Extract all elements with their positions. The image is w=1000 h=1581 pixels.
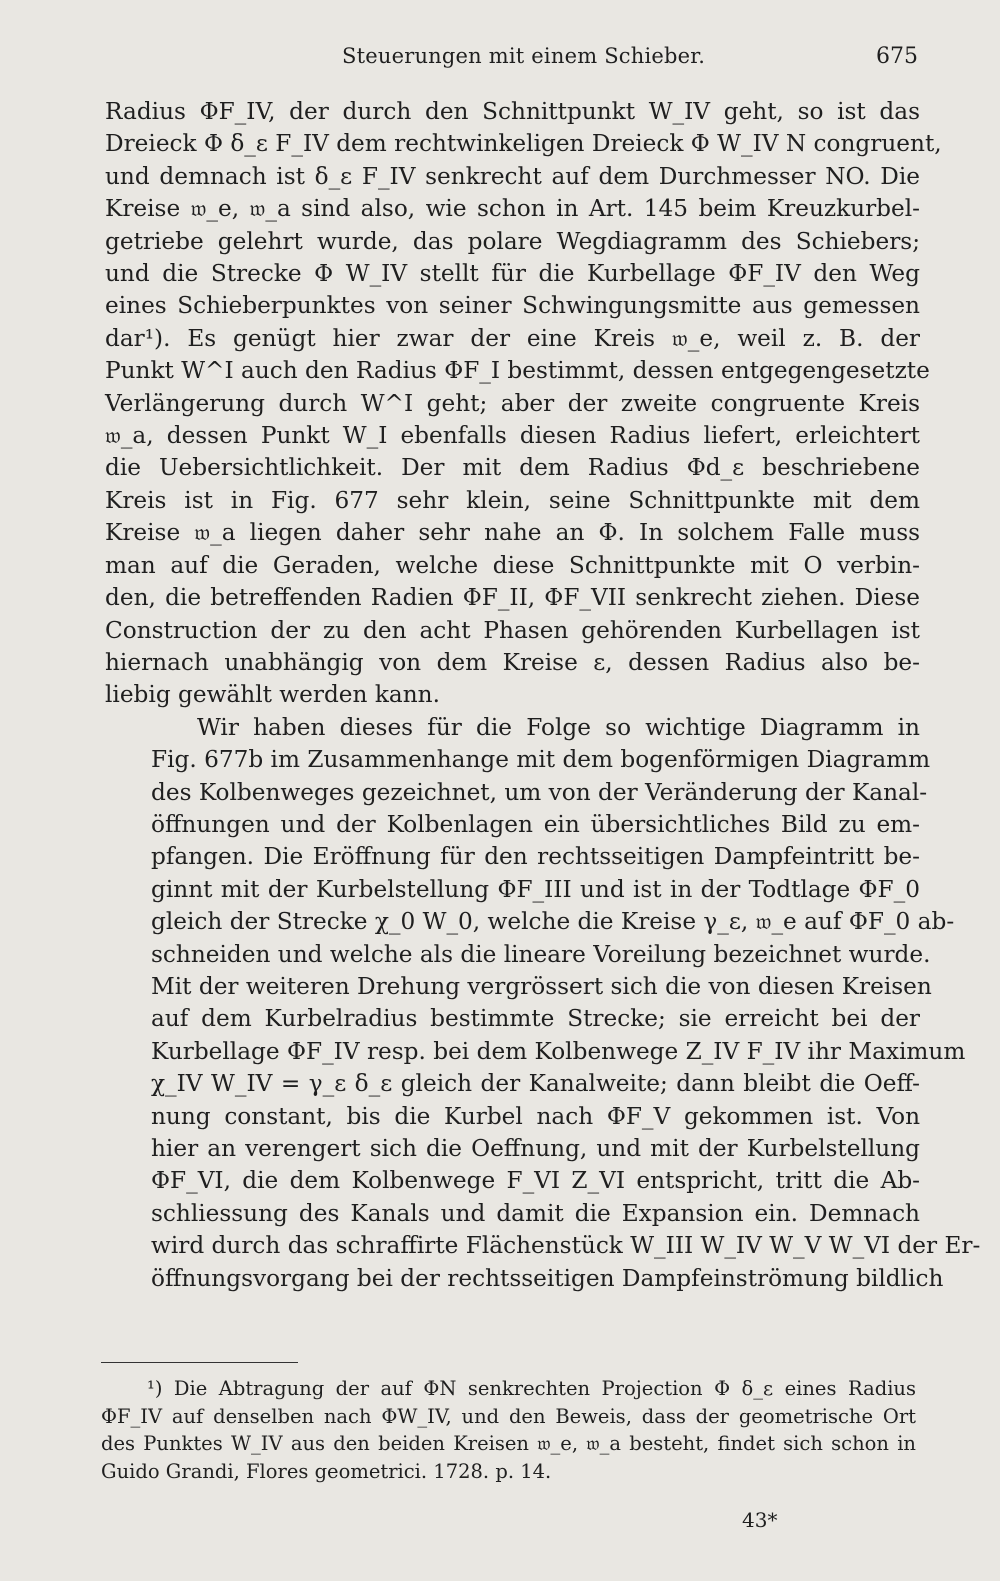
text-line: Wir haben dieses für die Folge so wichtige Diagramm in (197, 713, 920, 741)
text-line: liebig gewählt werden kann. (105, 681, 440, 709)
paragraph (105, 96, 942, 712)
text-line: ginnt mit der Kurbelstellung ΦF_III und ist in der Todtlage ΦF_0 (151, 875, 920, 903)
text-line: Mit der weiteren Drehung vergrössert sich die von diesen Kreisen (151, 972, 932, 1000)
text-line: Construction der zu den acht Phasen gehörenden Kurbellagen ist (105, 616, 920, 644)
text-line: Kreis ist in Fig. 677 sehr klein, seine Schnittpunkte mit dem (105, 486, 920, 514)
footnote (101, 1375, 916, 1485)
text-line: Verlängerung durch W^I geht; aber der zweite congruente Kreis (105, 389, 920, 417)
footnote-line: des Punktes W_IV aus den beiden Kreisen 𝔴_e, 𝔴_a besteht, findet sich schon in (101, 1432, 916, 1455)
text-line: den, die betreffenden Radien ΦF_II, ΦF_VII senkrecht ziehen. Diese (105, 584, 920, 612)
footnote-line: Guido Grandi, Flores geometrici. 1728. p. 14. (101, 1459, 552, 1483)
footnote-divider (101, 1362, 298, 1363)
text-line: auf dem Kurbelradius bestimmte Strecke; sie erreicht bei der (151, 1005, 920, 1033)
text-line: ΦF_VI, die dem Kolbenwege F_VI Z_VI entspricht, tritt die Ab- (151, 1167, 920, 1195)
text-line: hier an verengert sich die Oeffnung, und mit der Kurbelstellung (151, 1135, 920, 1162)
footnote-line: ΦF_IV auf denselben nach ΦW_IV, und den Beweis, dass der geometrische Ort (101, 1404, 916, 1428)
footnote-line: ¹) Die Abtragung der auf ΦN senkrechten Projection Φ δ_ε eines Radius (147, 1377, 916, 1400)
text-line: öffnungsvorgang bei der rechtsseitigen Dampfeinströmung bildlich (151, 1264, 944, 1292)
paragraph (105, 712, 981, 1295)
text-line: hiernach unabhängig von dem Kreise ε, dessen Radius also be- (105, 648, 920, 676)
text-line: Radius ΦF_IV, der durch den Schnittpunkt W_IV geht, so ist das (105, 98, 920, 125)
page-number: 675 (876, 44, 918, 69)
text-line: und die Strecke Φ W_IV stellt für die Kurbellage ΦF_IV den Weg (105, 260, 920, 288)
text-line: öffnungen und der Kolbenlagen ein übersichtliches Bild zu em- (151, 810, 920, 838)
signature-mark: 43* (742, 1508, 778, 1532)
text-line: gleich der Strecke χ_0 W_0, welche die Kreise γ_ε, 𝔴_e auf ΦF_0 ab- (151, 908, 955, 936)
body-text (105, 96, 981, 1295)
text-line: Dreieck Φ δ_ε F_IV dem rechtwinkeligen Dreieck Φ W_IV N congruent, (105, 130, 942, 158)
text-line: getriebe gelehrt wurde, das polare Wegdiagramm des Schiebers; (105, 227, 920, 255)
text-line: dar¹). Es genügt hier zwar der eine Kreis 𝔴_e, weil z. B. der (105, 324, 920, 352)
text-line: Fig. 677b im Zusammenhange mit dem bogenförmigen Diagramm (151, 746, 931, 774)
running-title: Steuerungen mit einem Schieber. (342, 44, 706, 68)
text-line: Kreise 𝔴_a liegen daher sehr nahe an Φ. In solchem Falle muss (105, 519, 920, 547)
text-line: Punkt W^I auch den Radius ΦF_I bestimmt, dessen entgegengesetzte (105, 357, 930, 385)
text-line: schneiden und welche als die lineare Voreilung bezeichnet wurde. (151, 940, 931, 968)
text-line: des Kolbenweges gezeichnet, um von der Veränderung der Kanal- (151, 778, 928, 806)
page-header (110, 40, 918, 76)
text-line: Kurbellage ΦF_IV resp. bei dem Kolbenwege Z_IV F_IV ihr Maximum (151, 1037, 966, 1065)
text-line: 𝔴_a, dessen Punkt W_I ebenfalls diesen Radius liefert, erleichtert (105, 422, 920, 450)
text-line: die Uebersichtlichkeit. Der mit dem Radius Φd_ε beschriebene (105, 454, 920, 482)
text-line: wird durch das schraffirte Flächenstück W_III W_IV W_V W_VI der Er- (151, 1232, 981, 1260)
text-line: man auf die Geraden, welche diese Schnittpunkte mit O verbin- (105, 551, 920, 579)
text-line: nung constant, bis die Kurbel nach ΦF_V gekommen ist. Von (151, 1102, 920, 1130)
text-line: pfangen. Die Eröffnung für den rechtsseitigen Dampfeintritt be- (151, 843, 920, 871)
text-line: schliessung des Kanals und damit die Expansion ein. Demnach (151, 1199, 920, 1227)
text-line: χ_IV W_IV = γ_ε δ_ε gleich der Kanalweite; dann bleibt die Oeff- (151, 1070, 920, 1098)
text-line: Kreise 𝔴_e, 𝔴_a sind also, wie schon in Art. 145 beim Kreuzkurbel- (105, 195, 920, 223)
text-line: eines Schieberpunktes von seiner Schwingungsmitte aus gemessen (105, 292, 920, 320)
text-line: und demnach ist δ_ε F_IV senkrecht auf dem Durchmesser NO. Die (105, 162, 920, 190)
